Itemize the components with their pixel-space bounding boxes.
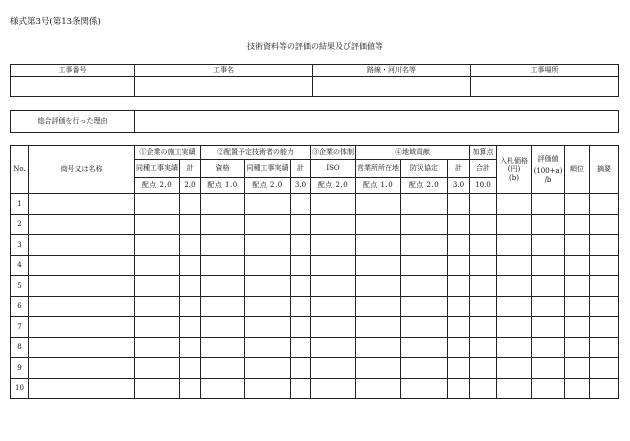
sub-header-office-location: 営業所所在地 bbox=[356, 160, 401, 178]
header-route-river: 路線・河川名等 bbox=[313, 65, 471, 77]
table-cell[interactable] bbox=[29, 317, 135, 338]
table-cell[interactable] bbox=[401, 317, 448, 338]
bid-price-symbol: (b) bbox=[509, 173, 519, 182]
evaluation-rows bbox=[11, 194, 619, 399]
table-cell[interactable] bbox=[135, 317, 180, 338]
table-cell[interactable] bbox=[291, 255, 311, 276]
table-row bbox=[11, 214, 619, 235]
table-cell[interactable] bbox=[401, 358, 448, 379]
table-cell[interactable] bbox=[565, 296, 590, 317]
table-cell[interactable] bbox=[448, 296, 470, 317]
table-cell[interactable] bbox=[245, 255, 291, 276]
table-row bbox=[11, 296, 619, 317]
table-cell[interactable] bbox=[401, 296, 448, 317]
table-cell[interactable] bbox=[180, 378, 201, 399]
table-cell[interactable] bbox=[448, 317, 470, 338]
table-cell[interactable] bbox=[180, 317, 201, 338]
points-disaster-agreement: 配点 2.0 bbox=[401, 178, 448, 194]
table-cell[interactable] bbox=[590, 296, 619, 317]
row-number: 10 bbox=[11, 378, 29, 399]
table-cell[interactable] bbox=[291, 276, 311, 297]
table-cell[interactable] bbox=[448, 214, 470, 235]
table-cell[interactable] bbox=[201, 235, 245, 256]
table-row bbox=[11, 337, 619, 358]
table-cell[interactable] bbox=[311, 337, 356, 358]
sub-header-engineer-record: 同種工事実績 bbox=[245, 160, 291, 178]
points-engineer-record: 配点 2.0 bbox=[245, 178, 291, 194]
table-cell[interactable] bbox=[291, 194, 311, 215]
table-cell[interactable] bbox=[135, 337, 180, 358]
table-cell[interactable] bbox=[135, 214, 180, 235]
table-cell[interactable] bbox=[291, 378, 311, 399]
sub-header-disaster-agreement: 防災協定 bbox=[401, 160, 448, 178]
evaluation-value-formula-bottom: /b bbox=[544, 175, 552, 184]
table-cell[interactable] bbox=[590, 235, 619, 256]
table-cell[interactable] bbox=[497, 194, 532, 215]
table-cell[interactable] bbox=[245, 358, 291, 379]
sub-header-subtotal-4: 計 bbox=[448, 160, 470, 178]
cell-evaluation-reason[interactable] bbox=[135, 111, 619, 133]
table-cell[interactable] bbox=[497, 235, 532, 256]
table-cell[interactable] bbox=[180, 358, 201, 379]
table-cell[interactable] bbox=[356, 378, 401, 399]
table-cell[interactable] bbox=[311, 194, 356, 215]
header-bonus-points: 加算点 bbox=[470, 146, 497, 160]
table-cell[interactable] bbox=[448, 255, 470, 276]
table-cell[interactable] bbox=[565, 358, 590, 379]
row-number: 7 bbox=[11, 317, 29, 338]
table-cell[interactable] bbox=[356, 276, 401, 297]
table-row bbox=[11, 255, 619, 276]
table-cell[interactable] bbox=[356, 214, 401, 235]
table-cell[interactable] bbox=[29, 358, 135, 379]
table-cell[interactable] bbox=[401, 194, 448, 215]
table-cell[interactable] bbox=[470, 317, 497, 338]
table-cell[interactable] bbox=[311, 235, 356, 256]
cell-route-river[interactable] bbox=[313, 77, 471, 97]
table-row bbox=[11, 317, 619, 338]
table-cell[interactable] bbox=[565, 378, 590, 399]
table-cell[interactable] bbox=[180, 337, 201, 358]
table-cell[interactable] bbox=[401, 337, 448, 358]
table-cell[interactable] bbox=[497, 317, 532, 338]
table-cell[interactable] bbox=[180, 255, 201, 276]
table-cell[interactable] bbox=[532, 214, 565, 235]
table-cell[interactable] bbox=[401, 235, 448, 256]
table-cell[interactable] bbox=[590, 378, 619, 399]
table-cell[interactable] bbox=[590, 317, 619, 338]
row-number: 1 bbox=[11, 194, 29, 215]
header-project-location: 工事場所 bbox=[471, 65, 619, 77]
header-evaluation-value bbox=[532, 146, 565, 194]
table-cell[interactable] bbox=[311, 214, 356, 235]
bid-price-label: 入札価格 bbox=[500, 157, 528, 166]
row-number: 5 bbox=[11, 276, 29, 297]
evaluation-reason-table bbox=[10, 110, 619, 133]
table-cell[interactable] bbox=[245, 296, 291, 317]
table-cell[interactable] bbox=[470, 337, 497, 358]
table-cell[interactable] bbox=[565, 317, 590, 338]
table-cell[interactable] bbox=[565, 276, 590, 297]
points-subtotal-1: 2.0 bbox=[180, 178, 201, 194]
table-cell[interactable] bbox=[311, 276, 356, 297]
header-no: No. bbox=[11, 146, 29, 194]
row-number: 4 bbox=[11, 255, 29, 276]
table-cell[interactable] bbox=[135, 194, 180, 215]
table-cell[interactable] bbox=[532, 276, 565, 297]
sub-header-iso: ISO bbox=[311, 160, 356, 178]
sub-header-construction-record: 同種工事実績 bbox=[135, 160, 180, 178]
sub-header-subtotal-1: 計 bbox=[180, 160, 201, 178]
label-evaluation-reason: 総合評価を行った理由 bbox=[11, 111, 135, 133]
table-cell[interactable] bbox=[29, 378, 135, 399]
evaluation-value-label: 評価値 bbox=[537, 155, 559, 164]
table-row bbox=[11, 358, 619, 379]
table-cell[interactable] bbox=[448, 358, 470, 379]
header-remarks: 摘要 bbox=[590, 146, 619, 194]
table-cell[interactable] bbox=[356, 194, 401, 215]
table-cell[interactable] bbox=[590, 214, 619, 235]
table-cell[interactable] bbox=[532, 255, 565, 276]
cell-project-name[interactable] bbox=[135, 77, 313, 97]
table-cell[interactable] bbox=[565, 235, 590, 256]
table-cell[interactable] bbox=[565, 337, 590, 358]
points-qualification: 配点 1.0 bbox=[201, 178, 245, 194]
table-cell[interactable] bbox=[245, 317, 291, 338]
table-cell[interactable] bbox=[470, 296, 497, 317]
form-number: 様式第3号(第13条関係) bbox=[10, 17, 101, 27]
table-cell[interactable] bbox=[356, 337, 401, 358]
project-info-table bbox=[10, 64, 619, 97]
table-cell[interactable] bbox=[532, 358, 565, 379]
table-cell[interactable] bbox=[29, 276, 135, 297]
table-cell[interactable] bbox=[180, 235, 201, 256]
table-cell[interactable] bbox=[532, 378, 565, 399]
table-cell[interactable] bbox=[245, 378, 291, 399]
table-cell[interactable] bbox=[201, 276, 245, 297]
table-cell[interactable] bbox=[565, 194, 590, 215]
table-cell[interactable] bbox=[135, 235, 180, 256]
table-cell[interactable] bbox=[29, 194, 135, 215]
table-cell[interactable] bbox=[532, 337, 565, 358]
table-cell[interactable] bbox=[401, 214, 448, 235]
table-cell[interactable] bbox=[448, 235, 470, 256]
table-cell[interactable] bbox=[497, 337, 532, 358]
header-project-number: 工事番号 bbox=[11, 65, 135, 77]
table-cell[interactable] bbox=[532, 235, 565, 256]
table-cell[interactable] bbox=[291, 296, 311, 317]
header-rank: 順位 bbox=[565, 146, 590, 194]
table-cell[interactable] bbox=[29, 235, 135, 256]
table-cell[interactable] bbox=[291, 235, 311, 256]
header-group-regional-contribution: ④地域貢献 bbox=[356, 146, 470, 160]
points-office-location: 配点 1.0 bbox=[356, 178, 401, 194]
table-cell[interactable] bbox=[401, 378, 448, 399]
cell-project-location[interactable] bbox=[471, 77, 619, 97]
table-cell[interactable] bbox=[448, 378, 470, 399]
table-cell[interactable] bbox=[245, 337, 291, 358]
table-cell[interactable] bbox=[201, 317, 245, 338]
table-cell[interactable] bbox=[135, 296, 180, 317]
table-cell[interactable] bbox=[311, 378, 356, 399]
table-cell[interactable] bbox=[135, 358, 180, 379]
points-subtotal-4: 3.0 bbox=[448, 178, 470, 194]
table-cell[interactable] bbox=[29, 255, 135, 276]
table-cell[interactable] bbox=[245, 214, 291, 235]
table-row bbox=[11, 378, 619, 399]
table-cell[interactable] bbox=[135, 276, 180, 297]
table-cell[interactable] bbox=[180, 214, 201, 235]
cell-project-number[interactable] bbox=[11, 77, 135, 97]
table-cell[interactable] bbox=[356, 296, 401, 317]
table-cell[interactable] bbox=[470, 378, 497, 399]
table-row bbox=[11, 235, 619, 256]
header-group-construction-record: ①企業の施工実績 bbox=[135, 146, 201, 160]
row-number: 8 bbox=[11, 337, 29, 358]
table-cell[interactable] bbox=[532, 317, 565, 338]
row-number: 3 bbox=[11, 235, 29, 256]
table-cell[interactable] bbox=[497, 378, 532, 399]
table-cell[interactable] bbox=[29, 296, 135, 317]
evaluation-value-formula-top: (100+a) bbox=[533, 167, 563, 176]
row-number: 6 bbox=[11, 296, 29, 317]
table-cell[interactable] bbox=[590, 358, 619, 379]
table-cell[interactable] bbox=[135, 378, 180, 399]
table-cell[interactable] bbox=[29, 214, 135, 235]
table-cell[interactable] bbox=[201, 214, 245, 235]
header-bid-price bbox=[497, 146, 532, 194]
table-cell[interactable] bbox=[201, 337, 245, 358]
header-company-name: 商号又は名称 bbox=[29, 146, 135, 194]
table-cell[interactable] bbox=[356, 255, 401, 276]
table-cell[interactable] bbox=[590, 194, 619, 215]
table-cell[interactable] bbox=[201, 358, 245, 379]
row-number: 9 bbox=[11, 358, 29, 379]
document-title: 技術資料等の評価の結果及び評価値等 bbox=[247, 42, 383, 51]
table-cell[interactable] bbox=[291, 358, 311, 379]
table-cell[interactable] bbox=[401, 276, 448, 297]
table-cell[interactable] bbox=[311, 255, 356, 276]
table-cell[interactable] bbox=[565, 214, 590, 235]
points-iso: 配点 2.0 bbox=[311, 178, 356, 194]
points-total: 10.0 bbox=[470, 178, 497, 194]
table-cell[interactable] bbox=[448, 276, 470, 297]
table-cell[interactable] bbox=[590, 276, 619, 297]
table-cell[interactable] bbox=[470, 194, 497, 215]
table-cell[interactable] bbox=[180, 276, 201, 297]
points-subtotal-2: 3.0 bbox=[291, 178, 311, 194]
table-cell[interactable] bbox=[356, 317, 401, 338]
header-project-name: 工事名 bbox=[135, 65, 313, 77]
table-cell[interactable] bbox=[245, 194, 291, 215]
sub-header-qualification: 資格 bbox=[201, 160, 245, 178]
table-cell[interactable] bbox=[448, 194, 470, 215]
table-cell[interactable] bbox=[497, 358, 532, 379]
table-cell[interactable] bbox=[245, 276, 291, 297]
points-construction-record: 配点 2.0 bbox=[135, 178, 180, 194]
table-cell[interactable] bbox=[291, 317, 311, 338]
table-cell[interactable] bbox=[532, 194, 565, 215]
table-cell[interactable] bbox=[201, 255, 245, 276]
table-row bbox=[11, 276, 619, 297]
table-cell[interactable] bbox=[470, 276, 497, 297]
header-group-company-structure: ③企業の体制 bbox=[311, 146, 356, 160]
table-cell[interactable] bbox=[448, 337, 470, 358]
table-cell[interactable] bbox=[311, 296, 356, 317]
table-cell[interactable] bbox=[291, 214, 311, 235]
table-cell[interactable] bbox=[470, 255, 497, 276]
table-cell[interactable] bbox=[311, 317, 356, 338]
bid-price-unit: (円) bbox=[507, 165, 521, 174]
table-cell[interactable] bbox=[29, 337, 135, 358]
table-cell[interactable] bbox=[590, 255, 619, 276]
table-cell[interactable] bbox=[245, 235, 291, 256]
table-cell[interactable] bbox=[135, 255, 180, 276]
table-row bbox=[11, 194, 619, 215]
table-cell[interactable] bbox=[201, 378, 245, 399]
table-cell[interactable] bbox=[590, 337, 619, 358]
table-cell[interactable] bbox=[356, 358, 401, 379]
table-cell[interactable] bbox=[180, 194, 201, 215]
table-cell[interactable] bbox=[497, 276, 532, 297]
table-cell[interactable] bbox=[311, 358, 356, 379]
table-cell[interactable] bbox=[497, 214, 532, 235]
row-number: 2 bbox=[11, 214, 29, 235]
evaluation-results-table bbox=[10, 145, 619, 399]
table-cell[interactable] bbox=[291, 337, 311, 358]
header-group-engineer-ability: ②配置予定技術者の能力 bbox=[201, 146, 311, 160]
table-cell[interactable] bbox=[497, 255, 532, 276]
sub-header-total: 合計 bbox=[470, 160, 497, 178]
sub-header-subtotal-2: 計 bbox=[291, 160, 311, 178]
table-cell[interactable] bbox=[532, 296, 565, 317]
table-cell[interactable] bbox=[201, 296, 245, 317]
table-cell[interactable] bbox=[565, 255, 590, 276]
table-cell[interactable] bbox=[470, 235, 497, 256]
table-cell[interactable] bbox=[470, 214, 497, 235]
table-cell[interactable] bbox=[180, 296, 201, 317]
table-cell[interactable] bbox=[401, 255, 448, 276]
table-cell[interactable] bbox=[201, 194, 245, 215]
table-cell[interactable] bbox=[356, 235, 401, 256]
table-cell[interactable] bbox=[497, 296, 532, 317]
table-cell[interactable] bbox=[470, 358, 497, 379]
